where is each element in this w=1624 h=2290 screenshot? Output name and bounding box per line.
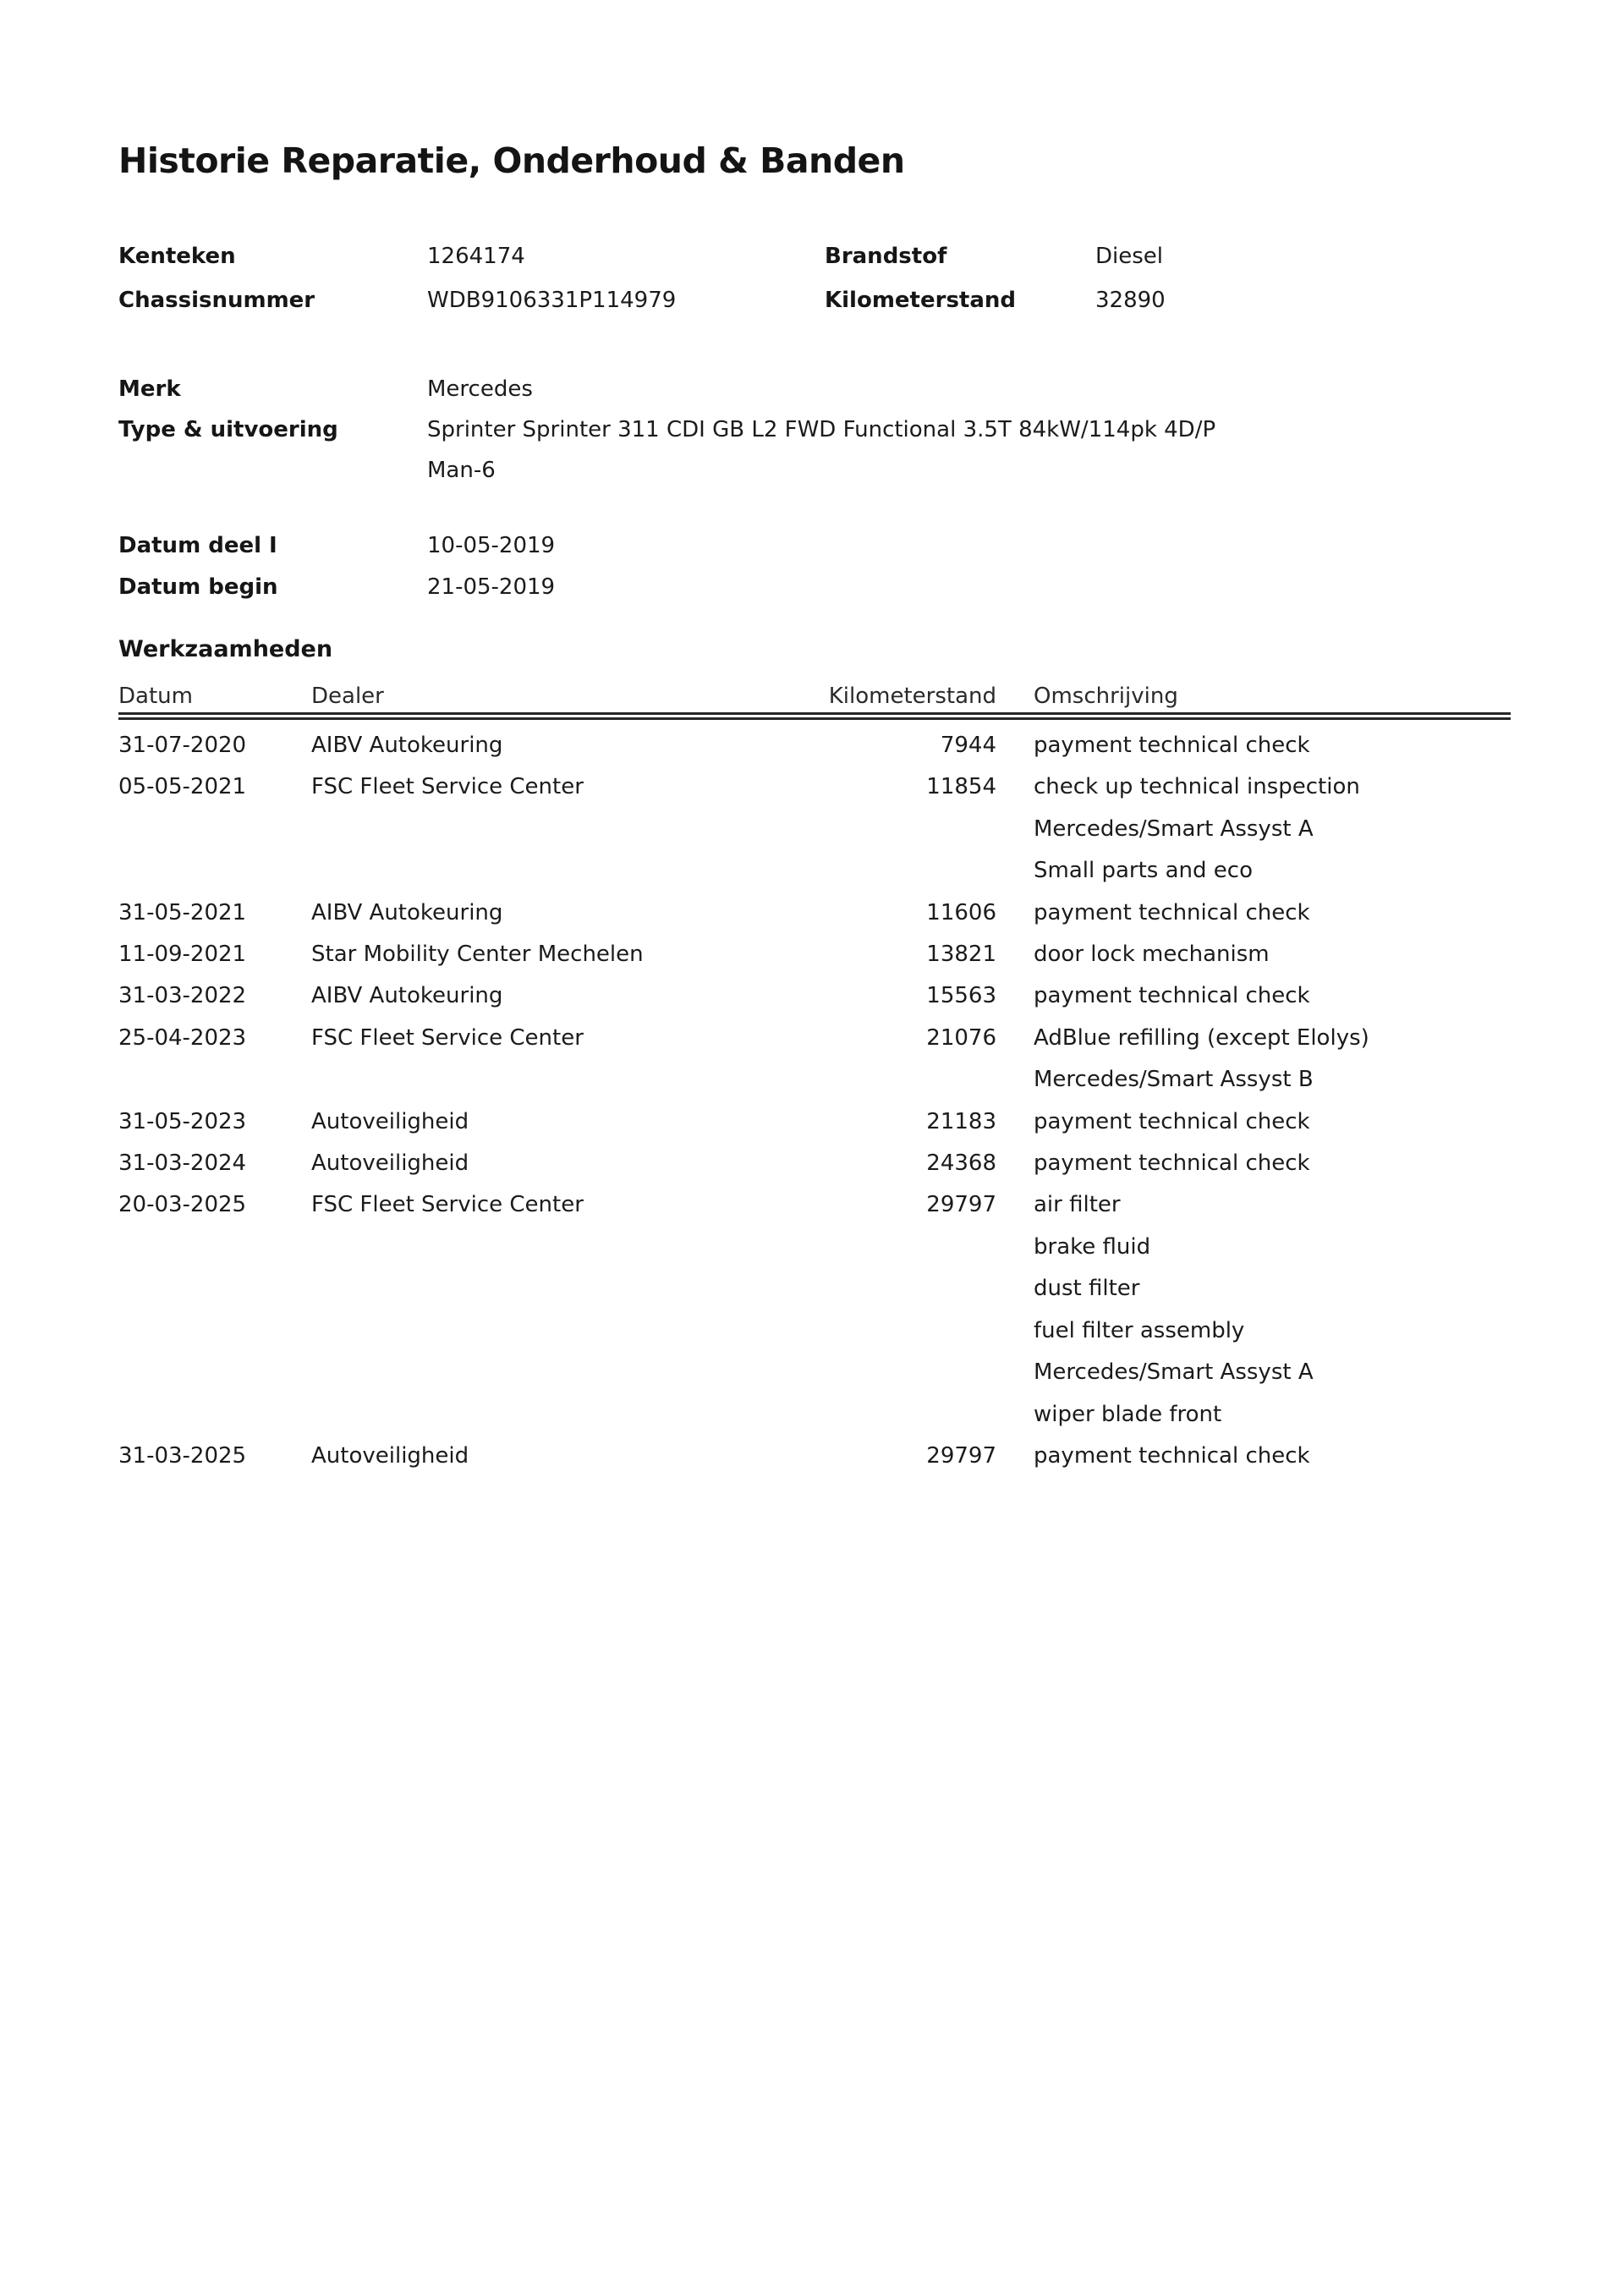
kilometerstand-cell: 13821 [926,942,996,968]
table-line [118,1310,1511,1352]
dealer-cell [311,1059,812,1101]
omschrijving-cell: AdBlue refilling (except Elolys) [1034,1024,1369,1051]
merk-value: Mercedes [427,376,533,402]
datum-cell: 31-05-2021 [118,899,247,925]
kilometerstand-cell: 21076 [926,1024,996,1051]
dealer-cell: FSC Fleet Service Center [311,774,584,800]
dealer-cell [311,1310,812,1352]
table-row [118,1184,1511,1435]
kenteken-label: Kenteken [118,244,236,269]
kilometerstand-cell: 29797 [926,1442,996,1469]
omschrijving-cell: fuel filter assembly [1034,1317,1245,1343]
page-title: Historie Reparatie, Onderhoud & Banden [118,140,905,181]
dealer-cell: AIBV Autokeuring [311,983,503,1009]
info-row [118,288,1539,332]
table-line [118,1059,1511,1101]
table-row [118,725,1511,766]
kilometerstand-cell [812,1227,996,1268]
info-row [118,409,1539,491]
table-line [118,1436,1511,1477]
datum-cell [118,1059,311,1101]
omschrijving-cell: payment technical check [1034,983,1310,1009]
table-line [118,1101,1511,1143]
datum-cell: 31-05-2023 [118,1108,247,1134]
kilometerstand-cell [812,809,996,850]
dealer-cell [311,850,812,892]
omschrijving-cell: Small parts and eco [1034,858,1253,884]
datum-cell [118,850,311,892]
dealer-cell: AIBV Autokeuring [311,899,503,925]
datum-deel-1-label: Datum deel I [118,533,277,558]
table-line [118,725,1511,766]
table-row [118,1101,1511,1143]
table-line [118,1394,1511,1436]
kilometerstand-cell: 11854 [926,774,996,800]
kilometerstand-cell: 21183 [926,1108,996,1134]
omschrijving-column-header: Omschrijving [1034,684,1178,709]
info-row [118,567,1133,608]
vehicle-type-block [118,369,1539,491]
kilometerstand-cell [812,1059,996,1101]
kenteken-value: 1264174 [427,244,525,269]
brandstof-value: Diesel [1095,244,1164,269]
datum-cell [118,1227,311,1268]
kilometerstand-cell: 29797 [926,1192,996,1218]
table-line [118,1268,1511,1310]
dates-block [118,525,1133,608]
kilometerstand-cell: 15563 [926,983,996,1009]
info-row [118,244,1539,288]
table-line [118,1143,1511,1184]
kilometerstand-column-header: Kilometerstand [828,684,996,709]
datum-begin-label: Datum begin [118,574,278,600]
datum-cell [118,1352,311,1393]
omschrijving-cell: Mercedes/Smart Assyst A [1034,1359,1314,1386]
vehicle-id-block [118,244,1539,332]
datum-cell: 05-05-2021 [118,774,247,800]
omschrijving-cell: payment technical check [1034,1108,1310,1134]
table-line [118,975,1511,1017]
kilometerstand-cell: 11606 [926,899,996,925]
omschrijving-cell: payment technical check [1034,733,1310,758]
dealer-cell: AIBV Autokeuring [311,733,503,758]
kilometerstand-cell [812,850,996,892]
dealer-cell: FSC Fleet Service Center [311,1192,584,1218]
omschrijving-cell: Mercedes/Smart Assyst A [1034,816,1314,842]
kilometerstand-cell [812,1394,996,1436]
work-history-table [118,684,1511,1477]
info-row [118,525,1133,567]
dealer-cell [311,1352,812,1393]
datum-cell [118,1268,311,1310]
datum-cell: 31-03-2025 [118,1442,247,1469]
omschrijving-cell: brake fluid [1034,1233,1151,1260]
table-row [118,892,1511,934]
table-line [118,1184,1511,1226]
omschrijving-cell: wiper blade front [1034,1401,1222,1427]
table-line [118,809,1511,850]
table-line [118,766,1511,808]
type-uitvoering-label: Type & uitvoering [118,417,338,442]
datum-cell: 25-04-2023 [118,1024,247,1051]
kilometerstand-cell [812,1268,996,1310]
omschrijving-cell: Mercedes/Smart Assyst B [1034,1067,1314,1093]
dealer-cell: Star Mobility Center Mechelen [311,942,644,968]
datum-cell [118,1310,311,1352]
dealer-cell: Autoveiligheid [311,1442,469,1469]
kilometerstand-cell [812,1310,996,1352]
dealer-cell [311,809,812,850]
kilometerstand-cell [812,1352,996,1393]
omschrijving-cell: dust filter [1034,1276,1140,1302]
datum-cell: 31-03-2022 [118,983,247,1009]
omschrijving-cell: payment technical check [1034,1150,1310,1177]
datum-cell [118,809,311,850]
dealer-cell: Autoveiligheid [311,1150,469,1177]
table-line [118,850,1511,892]
table-line [118,1227,1511,1268]
table-line [118,892,1511,934]
table-row [118,1143,1511,1184]
info-row [118,369,1539,409]
table-line [118,1018,1511,1059]
dealer-cell: Autoveiligheid [311,1108,469,1134]
datum-cell: 31-07-2020 [118,733,247,758]
dealer-cell [311,1227,812,1268]
omschrijving-cell: check up technical inspection [1034,774,1360,800]
merk-label: Merk [118,376,181,402]
dealer-cell [311,1268,812,1310]
datum-cell [118,1394,311,1436]
table-row [118,1436,1511,1477]
chassisnummer-label: Chassisnummer [118,288,315,313]
kilometerstand-cell: 7944 [940,733,996,758]
omschrijving-cell: payment technical check [1034,899,1310,925]
dealer-cell: FSC Fleet Service Center [311,1024,584,1051]
datum-deel-1-value: 10-05-2019 [427,533,556,558]
werkzaamheden-section-title: Werkzaamheden [118,636,333,662]
datum-column-header: Datum [118,684,193,709]
kilometerstand-label: Kilometerstand [825,288,1017,313]
header-divider-rule [118,712,1511,720]
table-row [118,975,1511,1017]
omschrijving-cell: payment technical check [1034,1442,1310,1469]
omschrijving-cell: door lock mechanism [1034,942,1270,968]
kilometerstand-value: 32890 [1095,288,1166,313]
chassisnummer-value: WDB9106331P114979 [427,288,677,313]
kilometerstand-cell: 24368 [926,1150,996,1177]
table-line [118,1352,1511,1393]
table-header-row [118,684,1511,709]
datum-cell: 20-03-2025 [118,1192,247,1218]
type-uitvoering-value: Sprinter Sprinter 311 CDI GB L2 FWD Functional 3.5T 84kW/114pk 4D/P Man-6 [427,417,1216,483]
table-line [118,934,1511,975]
dealer-cell [311,1394,812,1436]
table-row [118,934,1511,975]
table-row [118,766,1511,892]
datum-cell: 11-09-2021 [118,942,247,968]
table-row [118,1018,1511,1101]
work-table-body [118,725,1511,1477]
dealer-column-header: Dealer [311,684,384,709]
omschrijving-cell: air filter [1034,1192,1121,1218]
brandstof-label: Brandstof [825,244,947,269]
datum-cell: 31-03-2024 [118,1150,247,1177]
datum-begin-value: 21-05-2019 [427,574,556,600]
